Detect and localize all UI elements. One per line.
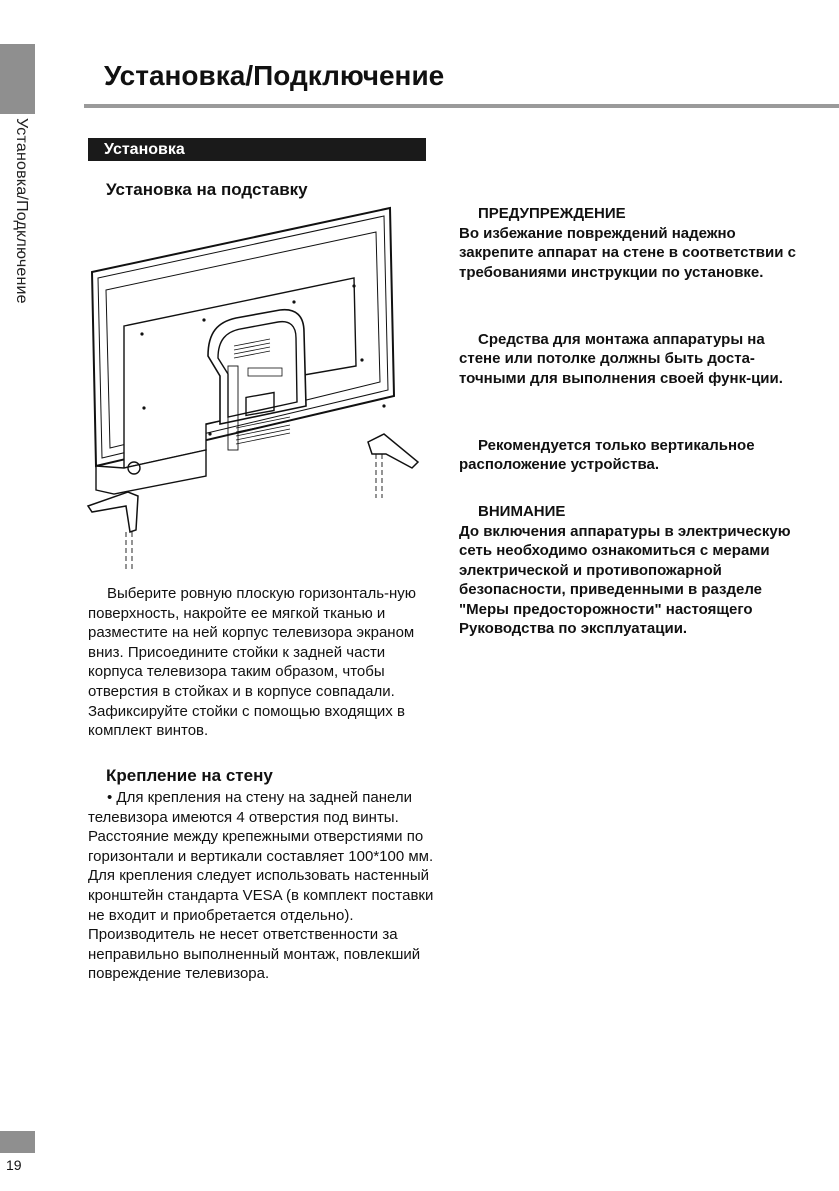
page-number-tab [0, 1131, 35, 1153]
warning-text: Во избежание повреждений надежно закрепите аппарат на стене в соответствии с требованиями инструкции по установке. [459, 225, 796, 281]
section-heading-bar: Установка [88, 138, 426, 161]
attention-heading: ВНИМАНИЕ [478, 503, 566, 520]
tv-stand-illustration [84, 206, 430, 576]
page-number: 19 [6, 1157, 22, 1173]
wall-mount-bullet: • Для крепления на стену на задней панели телевизора имеются 4 отверстия под винты. Расстояние между крепежными отверстиями по горизонтали и вертикали составляет 100*100 мм. [88, 789, 434, 865]
title-divider [84, 104, 839, 108]
vertical-only-note: Рекомендуется только вертикальное расположение устройства. [459, 437, 755, 474]
wall-mount-block [88, 788, 440, 984]
side-section-label: Установка/Подключение [13, 118, 30, 304]
mount-means-note: Средства для монтажа аппаратуры на стене или потолке должны быть доста-точными для выполнения своей функ-ции. [459, 331, 783, 387]
side-tab-marker [0, 44, 35, 114]
stand-install-text: Выберите ровную плоскую горизонталь-ную поверхность, накройте ее мягкой тканью и разместите на ней корпус телевизора экраном вниз. Присоедините стойки к задней части корпуса телевизора таким образом, чтобы отверстия в стойках и в корпусе совпадали. Зафиксируйте стойки с помощью входящих в комплект винтов. [88, 585, 417, 740]
warning-heading: ПРЕДУПРЕЖДЕНИЕ [478, 205, 626, 222]
wall-mount-heading: Крепление на стену [106, 766, 273, 785]
attention-text: До включения аппаратуры в электрическую сеть необходимо ознакомиться с мерами электрической и противопожарной безопасности, приведенными в разделе "Меры предосторожности" настоящего Руководства по эксплуатации. [459, 523, 791, 638]
wall-mount-text: Для крепления следует использовать настенный кронштейн стандарта VESA (в комплект поставки не входит и приобретается отдельно). Производитель не несет ответственности за неправильно выполненный монтаж, повлекший повреждение телевизора. [88, 867, 434, 983]
page-title: Установка/Подключение [104, 60, 445, 91]
stand-install-heading: Установка на подставку [106, 180, 308, 199]
